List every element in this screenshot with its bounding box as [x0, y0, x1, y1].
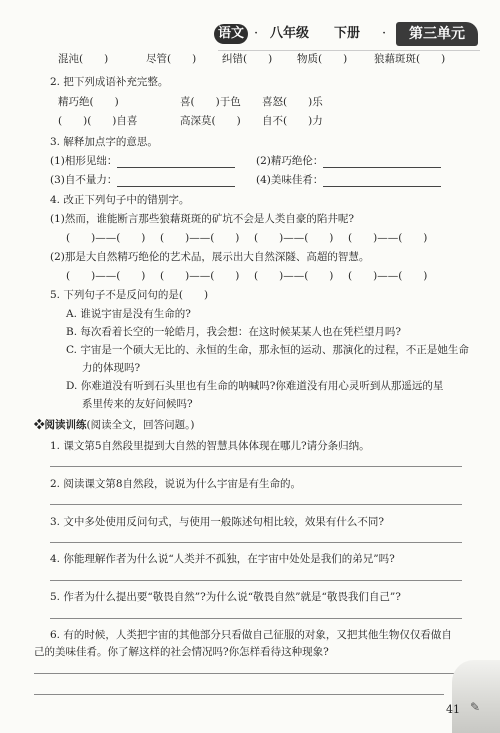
answer-line[interactable]: [50, 542, 462, 543]
reading-question: 2. 阅读课文第8自然段，说说为什么宇宙是有生命的。: [50, 478, 302, 490]
unit-badge: 第三单元: [396, 22, 478, 46]
page-corner-decoration: [452, 660, 500, 733]
answer-blank[interactable]: [117, 156, 235, 168]
answer-blank[interactable]: [117, 175, 235, 187]
answer-line[interactable]: [50, 580, 462, 581]
correction-blank[interactable]: ( )——( ): [348, 232, 428, 244]
option-a[interactable]: A. 谁说宇宙是没有生命的?: [66, 308, 191, 320]
header-divider: [218, 46, 480, 51]
option-c[interactable]: C. 宇宙是一个硕大无比的、永恒的生命，那永恒的运动、那演化的过程，不正是她生命: [66, 344, 469, 356]
option-d[interactable]: D. 你难道没有听到石头里也有生命的呐喊吗?你难道没有用心灵听到从那遥远的星: [66, 380, 444, 392]
answer-line[interactable]: [34, 673, 462, 674]
word-item: 物质( ): [297, 53, 348, 65]
header-dot: ·: [382, 26, 387, 41]
option-c-cont: 力的体现吗?: [82, 362, 141, 374]
question-title: 3. 解释加点字的意思。: [50, 136, 158, 148]
reading-question: 5. 作者为什么提出要“敬畏自然”?为什么说“敬畏自然”就是“敬畏我们自己”?: [50, 591, 401, 603]
explain-item: [50, 155, 235, 168]
answer-line[interactable]: [50, 618, 462, 619]
answer-blank[interactable]: [323, 156, 441, 168]
explain-item: [50, 174, 235, 187]
header-dot: ·: [254, 26, 259, 41]
idiom-item: 高深莫( ): [180, 115, 241, 127]
explain-item: [256, 155, 441, 168]
subject-badge: 语文: [214, 24, 248, 44]
reading-question: 4. 你能理解作者为什么说“人类并不孤独，在宇宙中处处是我们的弟兄”吗?: [50, 553, 395, 565]
option-d-cont: 系里传来的友好问候吗?: [82, 398, 193, 410]
term-label: 下册: [334, 26, 361, 41]
correction-blank[interactable]: ( )——( ): [66, 270, 146, 282]
mascot-icon: ✎: [470, 700, 481, 714]
idiom-item: 精巧绝( ): [58, 96, 119, 108]
word-item: 尽管( ): [146, 53, 197, 65]
correction-blank[interactable]: ( )——( ): [160, 232, 240, 244]
correction-blank[interactable]: ( )——( ): [254, 270, 334, 282]
sentence: (2)那是大自然精巧绝伦的艺术品，展示出大自然深隧、高超的智慧。: [50, 251, 370, 263]
question-title: 4. 改正下列句子中的错别字。: [50, 194, 190, 206]
explain-item: [256, 174, 441, 187]
reading-question: 6. 有的时候，人类把宇宙的其他部分只看做自己征服的对象，又把其他生物仅仅看做自: [50, 629, 452, 641]
explain-label: (2)精巧绝伦：: [256, 155, 324, 167]
explain-label: (1)相形见绌：: [50, 155, 118, 167]
sentence: (1)然而，谁能断言那些狼藉斑斑的矿坑不会是人类自豪的陷井呢?: [50, 213, 355, 225]
reading-question: 1. 课文第5自然段里提到大自然的智慧具体体现在哪儿?请分条归纳。: [50, 440, 370, 452]
explain-label: (3)自不量力：: [50, 174, 118, 186]
answer-line[interactable]: [50, 466, 462, 467]
reading-question-cont: 己的美味佳肴。你了解这样的社会情况吗?你怎样看待这种现象?: [34, 646, 329, 658]
idiom-item: 自不( )力: [262, 115, 323, 127]
answer-blank[interactable]: [323, 175, 441, 187]
word-item: 纠错( ): [222, 53, 273, 65]
option-b[interactable]: B. 每次看着长空的一轮皓月，我会想：在这时候某某人也在凭栏望月吗?: [66, 326, 402, 338]
idiom-item: 喜怒( )乐: [262, 96, 323, 108]
section-instruction: (阅读全文，回答问题。): [86, 419, 195, 431]
word-item: 狼藉斑斑( ): [374, 53, 446, 65]
correction-blank[interactable]: ( )——( ): [348, 270, 428, 282]
correction-blank[interactable]: ( )——( ): [160, 270, 240, 282]
word-item: 混沌( ): [58, 53, 109, 65]
section-title: ❖阅读训练: [34, 419, 87, 431]
answer-line[interactable]: [50, 504, 462, 505]
reading-heading: [34, 419, 194, 432]
explain-label: (4)美味佳肴：: [256, 174, 324, 186]
correction-blank[interactable]: ( )——( ): [254, 232, 334, 244]
grade-label: 八年级: [270, 26, 310, 41]
question-title: 5. 下列句子不是反问句的是( ): [50, 289, 209, 301]
correction-blank[interactable]: ( )——( ): [66, 232, 146, 244]
question-title: 2. 把下列成语补充完整。: [50, 76, 169, 88]
reading-question: 3. 文中多处使用反问句式，与使用一般陈述句相比较，效果有什么不同?: [50, 516, 384, 528]
page-number: 41: [446, 703, 460, 716]
answer-line[interactable]: [34, 694, 444, 695]
idiom-item: ( )( )自喜: [58, 115, 138, 127]
idiom-item: 喜( )于色: [180, 96, 241, 108]
